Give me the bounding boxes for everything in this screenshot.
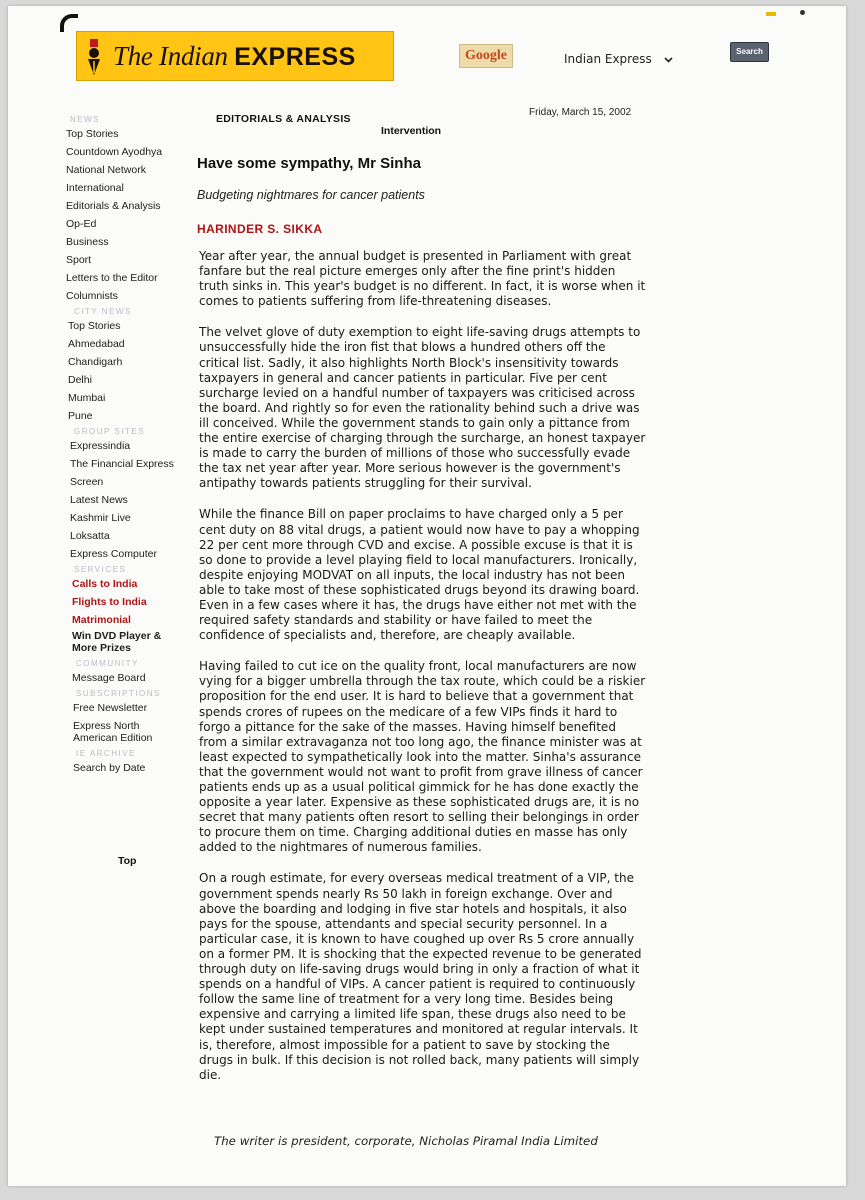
article-headline: Have some sympathy, Mr Sinha: [197, 155, 421, 172]
sidebar-heading-group-sites: GROUP SITES: [74, 427, 146, 436]
sidebar-item-latest-news[interactable]: Latest News: [70, 494, 128, 506]
sidebar-item-international[interactable]: International: [66, 182, 124, 194]
sidebar-item-top-stories[interactable]: Top Stories: [66, 128, 119, 140]
corner-crop-mark: [60, 14, 78, 32]
sidebar-item-search-by-date[interactable]: Search by Date: [73, 762, 146, 774]
sidebar-item-city-top-stories[interactable]: Top Stories: [68, 320, 121, 332]
sidebar-item-delhi[interactable]: Delhi: [68, 374, 92, 386]
sidebar-item-countdown-ayodhya[interactable]: Countdown Ayodhya: [66, 146, 163, 158]
sidebar-nav: [66, 115, 186, 777]
masthead-title: The Indian EXPRESS: [113, 40, 356, 71]
sidebar-heading-ie-archive: IE ARCHIVE: [76, 749, 136, 758]
sidebar-item-express-computer[interactable]: Express Computer: [70, 548, 157, 560]
chevron-down-icon: [664, 52, 673, 66]
article-body: [199, 249, 647, 1099]
sidebar-item-pune[interactable]: Pune: [68, 410, 93, 422]
sidebar-item-editorials[interactable]: Editorials & Analysis: [66, 200, 161, 212]
sidebar-heading-services: SERVICES: [74, 565, 127, 574]
sidebar-item-columnists[interactable]: Columnists: [66, 290, 118, 302]
pen-nib-icon: [81, 35, 107, 77]
article-paragraph: While the finance Bill on paper proclaims to have charged only a 5 per cent duty on 88 vital drugs, a patient would now have to pay a whopping 22 per cent more through CVD and excise. A possible excuse is that it is so done to provide a level playing field to local manufacturers. Ironically, despite enjoying MODVAT on all inputs, the local industry has not been able to take most of these sophisticated drugs beyond its drawing board. Even in a few cases where it has, the drugs have either not met with the required safety standards and stability or have failed to meet the confidence of specialists and, therefore, are cheaply available.: [199, 507, 640, 643]
sidebar-heading-subscriptions: SUBSCRIPTIONS: [76, 689, 161, 698]
dateline: Friday, March 15, 2002: [529, 107, 632, 118]
sidebar-item-free-newsletter[interactable]: Free Newsletter: [73, 702, 148, 714]
sidebar-heading-city-news: CITY NEWS: [74, 307, 132, 316]
article-subhead: Budgeting nightmares for cancer patients: [197, 188, 425, 202]
masthead-logo[interactable]: [76, 31, 394, 81]
back-to-top-link[interactable]: Top: [118, 855, 137, 867]
sidebar-item-sport[interactable]: Sport: [66, 254, 92, 266]
section-label: EDITORIALS & ANALYSIS: [216, 113, 351, 125]
sidebar-item-ahmedabad[interactable]: Ahmedabad: [68, 338, 125, 350]
sidebar-item-matrimonial[interactable]: Matrimonial: [72, 614, 131, 626]
search-source-value: Indian Express: [564, 52, 652, 66]
sidebar-item-letters[interactable]: Letters to the Editor: [66, 272, 158, 284]
sidebar-item-north-american-edition[interactable]: Express North American Edition: [73, 720, 153, 744]
sidebar-item-mumbai[interactable]: Mumbai: [68, 392, 106, 404]
article-paragraph: Year after year, the annual budget is presented in Parliament with great fanfare but the real picture emerges only after the fine print's hidden truth sinks in. This year's budget is no different. In fact, it is worse when it comes to patients suffering from life-threatening diseases.: [199, 249, 646, 309]
corner-dot-mark: [800, 10, 805, 15]
search-button[interactable]: Search: [730, 42, 769, 62]
sidebar-item-expressindia[interactable]: Expressindia: [70, 440, 131, 452]
sidebar-item-chandigarh[interactable]: Chandigarh: [68, 356, 123, 368]
author-note: The writer is president, corporate, Nicholas Piramal India Limited: [214, 1134, 598, 1148]
subsection-label: Intervention: [381, 125, 442, 137]
search-source-select[interactable]: [564, 52, 673, 66]
sidebar-item-calls-to-india[interactable]: Calls to India: [72, 578, 138, 590]
sidebar-item-loksatta[interactable]: Loksatta: [70, 530, 110, 542]
sidebar-item-win-dvd[interactable]: Win DVD Player & More Prizes: [72, 630, 162, 654]
article-paragraph: The velvet glove of duty exemption to eight life-saving drugs attempts to unsuccessfully hide the iron fist that blows a hundred others off the critical list. Sadly, it also highlights North Block's insensitivity towards taxpayers in general and cancer patients in particular. Five per cent surcharge levied on a handful number of taxpayers was criticised across the board. And rightly so for even the rationality behind such a drive was ill conceived. While the government stands to gain only a pittance from the entire exercise of charging through the surcharge, an honest taxpayer is made to carry the burden of millions of those who successfully evade the tax net year after year. More serious however is the government's antipathy towards patients struggling for their survival.: [199, 325, 646, 491]
article-paragraph: On a rough estimate, for every overseas medical treatment of a VIP, the government spends nearly Rs 50 lakh in foreign exchange. Over and above the boarding and lodging in five star hotels and hospitals, it also pays for the spouse, attendants and special security personnel. In a particular case, it is known to have coughed up over Rs 5 crore annually on a former PM. It is shocking that the expected revenue to be generated through duty on life-saving drugs would bring in only a fraction of what it spends on a handful of VIPs. A cancer patient is required to continuously follow the same line of treatment for a very long time. Besides being expensive and carrying a limited life span, these drugs also need to be kept under sustained temperatures and monitored at regular intervals. It is, therefore, almost impossible for a patient to save by stocking the drugs in bulk. If this decision is not rolled back, many patients will simply die.: [199, 871, 642, 1082]
sidebar-item-national-network[interactable]: National Network: [66, 164, 146, 176]
sidebar-item-flights-to-india[interactable]: Flights to India: [72, 596, 147, 608]
sidebar-item-business[interactable]: Business: [66, 236, 109, 248]
sidebar-heading-news: NEWS: [70, 115, 100, 124]
sidebar-item-op-ed[interactable]: Op-Ed: [66, 218, 97, 230]
corner-highlight-mark: [766, 12, 776, 16]
sidebar-item-kashmir-live[interactable]: Kashmir Live: [70, 512, 131, 524]
sidebar-heading-community: COMMUNITY: [76, 659, 139, 668]
article-byline: HARINDER S. SIKKA: [197, 222, 323, 236]
sidebar-item-message-board[interactable]: Message Board: [72, 672, 146, 684]
sidebar-item-screen[interactable]: Screen: [70, 476, 104, 488]
sidebar-item-financial-express[interactable]: The Financial Express: [70, 458, 174, 470]
google-logo: Google: [459, 44, 513, 68]
article-paragraph: Having failed to cut ice on the quality front, local manufacturers are now vying for a bigger umbrella through the tax route, which could be a riskier proposition for the end user. It is hard to believe that a government that spends crores of rupees on the medicare of a few VIPs finds it hard to forgo a pittance for the sake of the masses. Having himself benefited from a similar extravaganza not too long ago, the finance minister was at least expected to sympathetically look into the matter. Sinha's assurance that the government would not want to profit from grave illness of cancer patients ends up as a usual political gimmick for he has done exactly the opposite a year later. Expensive as these sophisticated drugs are, it is no secret that many patients often resort to selling their belongings in order to procure them on time. Charging additional duties en masse has only added to the nightmares of numerous families.: [199, 659, 646, 855]
